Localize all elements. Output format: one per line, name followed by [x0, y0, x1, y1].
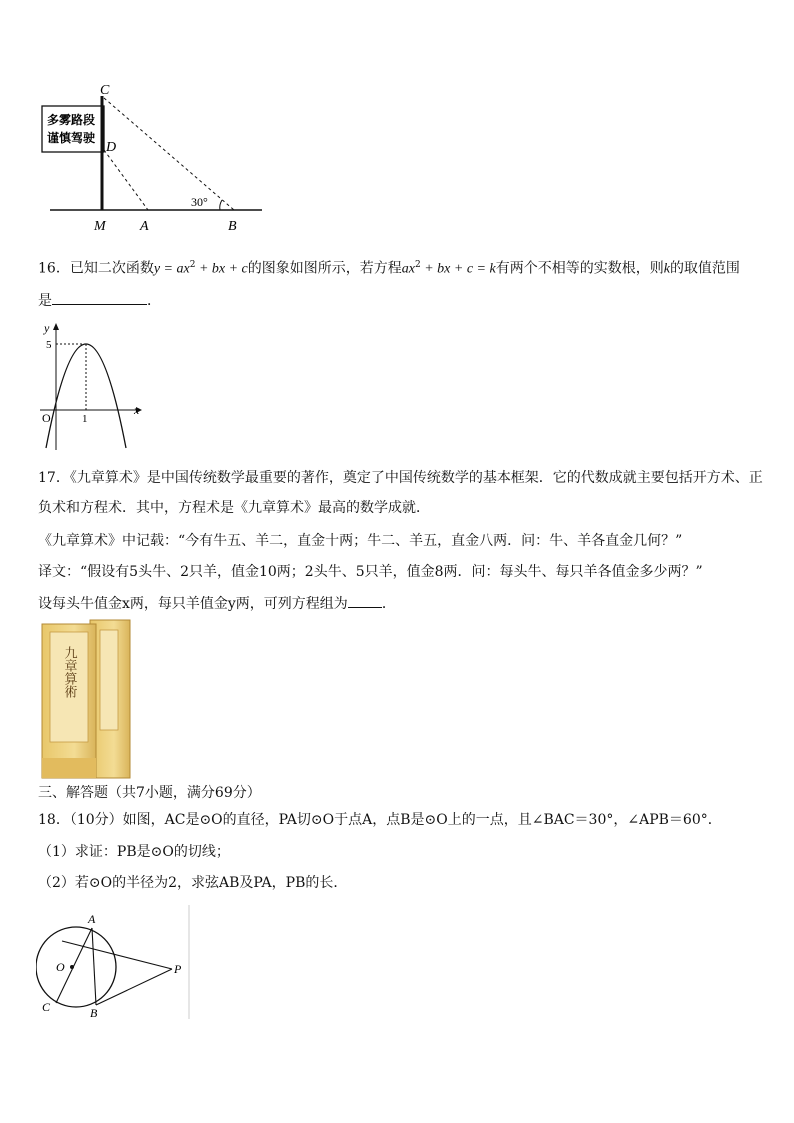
label-C: C: [100, 83, 110, 98]
q16-answer-blank[interactable]: [52, 290, 147, 305]
origin-label: O: [42, 411, 51, 425]
q16-formula-eq: =: [160, 261, 177, 277]
label-B: B: [228, 219, 237, 234]
y-axis-arrow: [53, 323, 59, 330]
q16-text-1: 已知二次函数: [69, 260, 154, 277]
book-title: 九章算術: [61, 646, 77, 698]
q18-line1: 18．（10分）如图，AC是⊙O的直径，PA切⊙O于点A，点B是⊙O上的一点，且∠BAC＝30°，∠APB＝60°．: [38, 812, 722, 828]
dashed-DA: [104, 150, 148, 210]
angle-label: 30°: [191, 195, 208, 209]
q16-text-3: 有两个不相等的实数根，则: [495, 260, 664, 277]
q17-line5-end: ．: [381, 596, 396, 612]
q16-formula-rest: + bx + c: [195, 261, 248, 277]
q18-part2: （2）若⊙O的半径为2，求弦AB及PA，PB的长．: [38, 875, 348, 891]
label-D: D: [106, 140, 117, 155]
q16-text-4: 的取值范围: [669, 260, 740, 277]
sign-text-line1: 多雾路段: [47, 113, 96, 127]
dashed-CB: [104, 98, 234, 210]
q17-line1: 17．《九章算术》是中国传统数学最重要的著作，奠定了中国传统数学的基本框架．它的代数成就主要包括开方术、正: [38, 470, 763, 486]
section3-heading: 三、解答题（共7小题，满分69分）: [38, 785, 261, 801]
book-image: [38, 618, 134, 780]
circle-label-P: P: [174, 962, 182, 976]
q16-formula-ax: ax: [176, 261, 190, 277]
sign-triangle-figure: [36, 80, 268, 236]
chord-AB: [92, 928, 96, 1005]
q16-formula-sq: 2: [189, 260, 196, 270]
q16-line2: [38, 290, 161, 311]
q17-answer-blank[interactable]: [348, 593, 382, 608]
label-M: M: [94, 219, 106, 234]
circle-label-B: B: [90, 1006, 98, 1020]
q16-formula2-ax: ax: [401, 261, 415, 277]
q16-formula-y: y: [153, 261, 161, 277]
q16-k: k: [663, 261, 670, 277]
q16-text-2: 的图象如图所示，若方程: [247, 260, 402, 277]
q17-line5: [38, 593, 396, 614]
label-A: A: [140, 219, 149, 234]
q17-line2: 负术和方程术．其中，方程术是《九章算术》最高的数学成就．: [38, 500, 430, 516]
angle-arc: [220, 200, 222, 210]
sign-text-line2: 谨慎驾驶: [47, 131, 96, 145]
circle-label-O: O: [56, 960, 65, 974]
q17-line3: 《九章算术》中记载：“今有牛五、羊二，直金十两；牛二、羊五，直金八两．问：牛、羊各直金几何？”: [38, 533, 683, 549]
q17-line5-text: 设每头牛值金x两，每只羊值金y两，可列方程组为: [38, 596, 348, 612]
tangent-PB: [96, 969, 172, 1005]
circle-label-A: A: [88, 912, 96, 926]
book-bottom-band: [42, 758, 96, 778]
y-label: y: [44, 321, 50, 335]
q16-line2-text: 是: [38, 293, 52, 309]
q18-part1: （1）求证：PB是⊙O的切线；: [38, 844, 230, 860]
q16-formula2-sq: 2: [415, 260, 421, 270]
q16-end: ．: [147, 293, 161, 309]
q16-number: 16．: [38, 260, 70, 277]
book-back-spine-label: [100, 630, 118, 730]
circle-tangent-figure: [36, 903, 192, 1021]
x-label: x: [134, 403, 140, 417]
circle-label-C: C: [42, 1000, 51, 1014]
one-label: 1: [82, 413, 88, 425]
q16-formula2-rest: + bx + c = k: [420, 261, 496, 277]
q17-line4: 译文：“假设有5头牛、2只羊，值金10两；2头牛、5只羊，值金8两．问：每头牛、每只羊各值金多少两？”: [38, 564, 703, 580]
circle-O: [36, 927, 116, 1007]
q16-line1: [38, 255, 740, 280]
five-label: 5: [46, 339, 52, 351]
parabola-figure: [36, 320, 146, 450]
